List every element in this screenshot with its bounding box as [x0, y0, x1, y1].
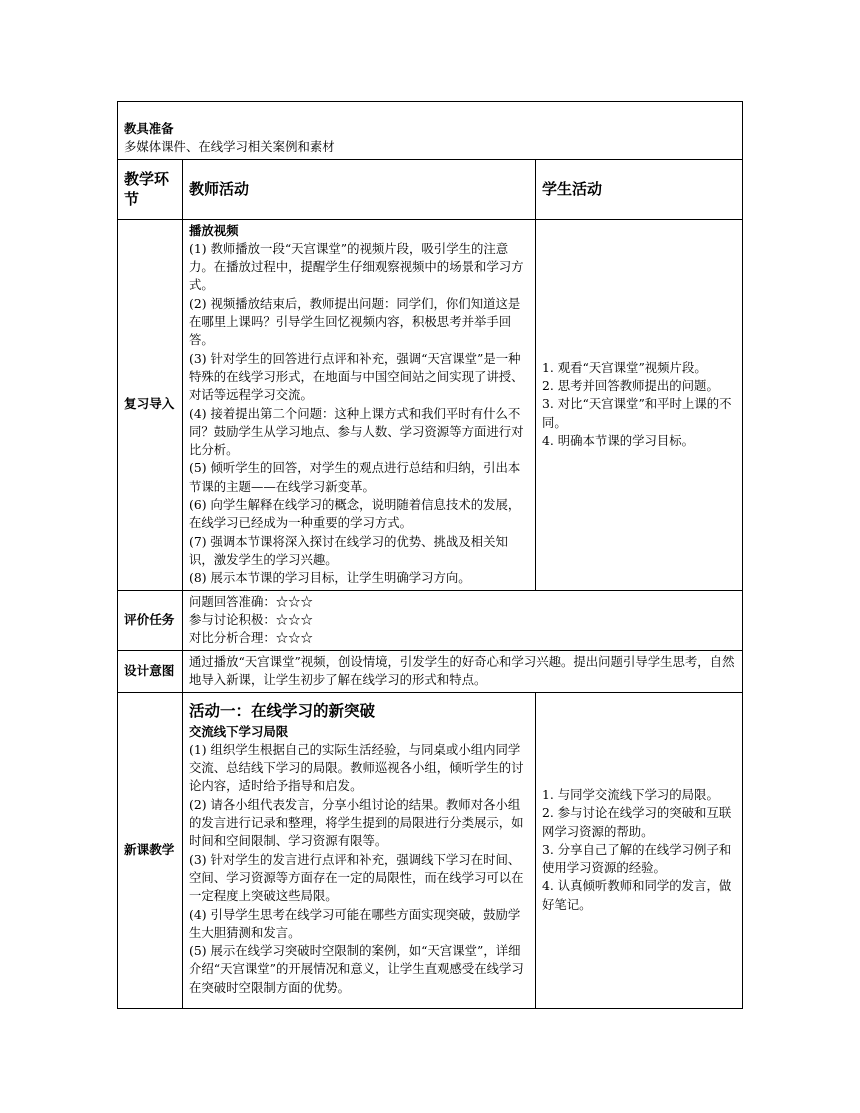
prep-cell — [118, 102, 743, 160]
header-teacher: 教师活动 — [183, 159, 536, 219]
review-student-item: 2. 思考并回答教师提出的问题。 — [542, 378, 719, 394]
review-student-item: 3. 对比“天宫课堂”和平时上课的不同。 — [542, 396, 732, 430]
newlesson-heading: 交流线下学习局限 — [189, 723, 289, 739]
eval-item: 参与讨论积极：☆☆☆ — [189, 611, 313, 627]
eval-item: 对比分析合理：☆☆☆ — [189, 630, 313, 646]
eval-label: 评价任务 — [118, 590, 183, 650]
header-stage: 教学环节 — [118, 159, 183, 219]
newlesson-step: (4) 引导学生思考在线学习可能在哪些方面实现突破，鼓励学生大胆猜测和发言。 — [189, 906, 521, 940]
newlesson-label: 新课教学 — [118, 692, 183, 1008]
review-label: 复习导入 — [118, 219, 183, 590]
design-row — [118, 650, 743, 692]
newlesson-student-item: 1. 与同学交流线下学习的局限。 — [542, 786, 719, 802]
newlesson-step: (2) 请各小组代表发言，分享小组讨论的结果。教师对各小组的发言进行记录和整理，将学生提到的局限进行分类展示，如时间和空间限制、学习资源有限等。 — [189, 796, 524, 849]
prep-title: 教具准备 — [124, 121, 174, 136]
review-step: (1) 教师播放一段“天宫课堂”的视频片段，吸引学生的注意力。在播放过程中，提醒学生仔细观察视频中的场景和学习方式。 — [189, 240, 524, 293]
prep-content: 多媒体课件、在线学习相关案例和素材 — [124, 139, 335, 155]
review-student-item: 1. 观看“天宫课堂”视频片段。 — [542, 359, 707, 375]
review-step: (2) 视频播放结束后，教师提出问题：同学们，你们知道这是在哪里上课吗？引导学生回忆视频内容，积极思考并举手回答。 — [189, 295, 521, 348]
review-row — [118, 219, 743, 590]
newlesson-step: (3) 针对学生的发言进行点评和补充，强调线下学习在时间、空间、学习资源等方面存在一定的局限性，而在线学习可以在一定程度上突破这些局限。 — [189, 851, 524, 904]
review-step: (5) 倾听学生的回答，对学生的观点进行总结和归纳，引出本节课的主题——在线学习新变革。 — [189, 460, 521, 494]
review-teacher-cell — [183, 219, 536, 590]
eval-row — [118, 590, 743, 650]
review-step: (4) 接着提出第二个问题：这种上课方式和我们平时有什么不同？鼓励学生从学习地点、参与人数、学习资源等方面进行对比分析。 — [189, 405, 524, 458]
review-step: (3) 针对学生的回答进行点评和补充，强调“天宫课堂”是一种特殊的在线学习形式，在地面与中国空间站之间实现了讲授、对话等远程学习交流。 — [189, 350, 524, 403]
newlesson-step: (5) 展示在线学习突破时空限制的案例，如“天宫课堂”，详细介绍“天宫课堂”的开展情况和意义，让学生直观感受在线学习在突破时空限制方面的优势。 — [189, 943, 524, 995]
review-step: (8) 展示本节课的学习目标，让学生明确学习方向。 — [189, 570, 471, 586]
newlesson-student-item: 2. 参与讨论在线学习的突破和互联网学习资源的帮助。 — [542, 805, 732, 839]
design-content: 通过播放“天宫课堂”视频，创设情境，引发学生的好奇心和学习兴趣。提出问题引导学生思考，自然地导入新课，让学生初步了解在线学习的形式和特点。 — [183, 650, 743, 692]
design-label: 设计意图 — [118, 650, 183, 692]
newlesson-student-cell — [536, 692, 743, 1008]
review-student-cell — [536, 219, 743, 590]
review-student-item: 4. 明确本节课的学习目标。 — [542, 433, 695, 448]
newlesson-step: (1) 组织学生根据自己的实际生活经验，与同桌或小组内同学交流、总结线下学习的局限。教师巡视各小组，倾听学生的讨论内容，适时给予指导和启发。 — [189, 741, 524, 794]
activity-title: 活动一：在线学习的新突破 — [189, 700, 376, 720]
prep-row — [118, 102, 743, 160]
eval-cell — [183, 590, 743, 650]
review-step: (7) 强调本节课将深入探讨在线学习的优势、挑战及相关知识，激发学生的学习兴趣。 — [189, 533, 508, 567]
lesson-plan-table — [117, 101, 743, 1009]
eval-item: 问题回答准确：☆☆☆ — [189, 593, 313, 609]
review-step: (6) 向学生解释在线学习的概念，说明随着信息技术的发展，在线学习已经成为一种重要的学习方式。 — [189, 497, 521, 531]
newlesson-teacher-cell — [183, 692, 536, 1008]
header-student: 学生活动 — [536, 159, 743, 219]
newlesson-student-item: 3. 分享自己了解的在线学习例子和使用学习资源的经验。 — [542, 841, 732, 876]
header-row — [118, 159, 743, 219]
newlesson-row — [118, 692, 743, 1008]
newlesson-student-item: 4. 认真倾听教师和同学的发言，做好笔记。 — [542, 878, 732, 912]
review-heading: 播放视频 — [189, 222, 239, 238]
